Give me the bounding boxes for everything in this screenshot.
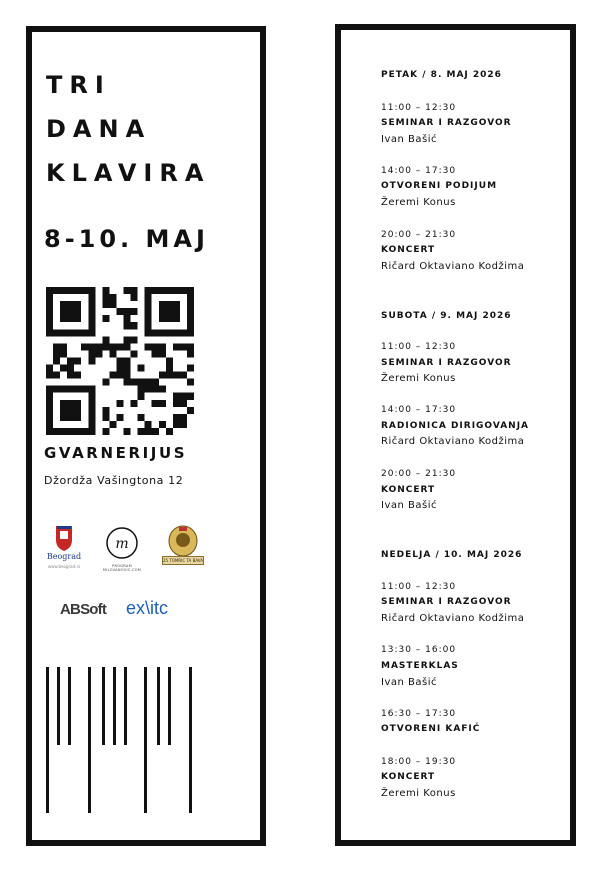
qr-module [166,315,173,322]
qr-module [60,343,67,350]
event-performer: Ričard Oktaviano Kodžima [381,436,525,447]
qr-module [116,400,123,407]
qr-module [180,287,187,294]
qr-module [173,308,180,315]
qr-module [46,322,53,329]
qr-module [60,287,67,294]
qr-module [67,372,74,379]
qr-module [145,301,152,308]
qr-module [166,357,173,364]
qr-module [187,379,194,386]
qr-module [46,428,53,435]
qr-module [180,372,187,379]
qr-module [60,315,67,322]
qr-module [159,287,166,294]
qr-module [131,350,138,357]
piano-key-line [46,667,49,813]
qr-module [60,386,67,393]
qr-module [166,365,173,372]
qr-module [102,336,109,343]
qr-module [60,407,67,414]
qr-module [88,329,95,336]
piano-key-line [113,667,116,745]
qr-module [159,386,166,393]
qr-module [145,428,152,435]
qr-module [81,343,88,350]
event-time: 11:00 – 12:30 [381,342,457,352]
qr-module [102,428,109,435]
qr-module [145,287,152,294]
qr-module [46,329,53,336]
qr-module [74,357,81,364]
qr-module [187,322,194,329]
qr-module [187,315,194,322]
qr-module [187,407,194,414]
qr-module [102,407,109,414]
qr-module [74,315,81,322]
event-time: 18:00 – 19:30 [381,757,457,767]
tavern-ribbon: 25 TOMRIC TA BAVA [163,558,204,563]
qr-module [116,343,123,350]
qr-module [46,407,53,414]
piano-key-line [189,667,192,813]
qr-module [152,287,159,294]
qr-module [109,421,116,428]
qr-module [166,428,173,435]
qr-module [60,414,67,421]
m-logo-letter: m [115,536,129,552]
title-line-2: DANA [46,115,152,143]
qr-module [173,400,180,407]
qr-module [102,379,109,386]
qr-module [53,372,60,379]
qr-module [53,329,60,336]
qr-module [173,301,180,308]
event-performer: Ivan Bašić [381,500,437,511]
event-performer: Ričard Oktaviano Kodžima [381,613,525,624]
event-name: KONCERT [381,772,436,782]
qr-module [102,287,109,294]
venue-name: GVARNERIJUS [44,444,188,462]
qr-module [88,294,95,301]
qr-module [173,414,180,421]
event-performer: Žeremi Konus [381,197,456,208]
title-line-3: KLAVIRA [46,159,211,187]
qr-module [60,428,67,435]
qr-module [152,428,159,435]
piano-key-line [102,667,105,745]
qr-module [124,336,131,343]
qr-module [152,379,159,386]
qr-module [67,287,74,294]
qr-module [159,350,166,357]
qr-module [166,372,173,379]
qr-module [145,421,152,428]
event-name: KONCERT [381,485,436,495]
qr-module [102,315,109,322]
qr-module [152,350,159,357]
qr-module [88,357,95,364]
qr-module [187,301,194,308]
qr-module [67,386,74,393]
qr-module [74,428,81,435]
qr-module [152,386,159,393]
qr-module [60,365,67,372]
qr-code[interactable] [46,287,194,435]
qr-module [109,350,116,357]
qr-module [180,400,187,407]
qr-module [67,301,74,308]
qr-module [74,414,81,421]
day-heading-subota: SUBOTA / 9. MAJ 2026 [381,311,512,321]
qr-module [187,294,194,301]
qr-module [180,393,187,400]
qr-module [88,407,95,414]
qr-module [88,428,95,435]
qr-module [88,343,95,350]
qr-module [187,329,194,336]
qr-module [102,343,109,350]
qr-module [67,308,74,315]
qr-module [46,294,53,301]
qr-module [109,372,116,379]
qr-module [173,287,180,294]
qr-module [124,308,131,315]
qr-module [53,428,60,435]
piano-key-line [57,667,60,745]
beograd-logo-text: Beograd [46,552,82,561]
qr-module [131,322,138,329]
qr-module [88,393,95,400]
qr-module [88,308,95,315]
qr-module [60,400,67,407]
qr-module [131,379,138,386]
qr-module [67,315,74,322]
qr-module [46,365,53,372]
qr-module [124,428,131,435]
qr-module [109,343,116,350]
qr-module [46,308,53,315]
qr-module [159,301,166,308]
qr-module [102,414,109,421]
qr-module [152,343,159,350]
qr-module [145,386,152,393]
qr-module [74,301,81,308]
tavern-logo [162,524,204,572]
qr-module [145,294,152,301]
qr-module [67,407,74,414]
qr-module [53,350,60,357]
event-time: 16:30 – 17:30 [381,709,457,719]
event-name: KONCERT [381,245,436,255]
qr-module [138,379,145,386]
event-name: SEMINAR I RAZGOVOR [381,358,512,368]
qr-module [159,315,166,322]
qr-module [88,301,95,308]
qr-module [124,343,131,350]
event-time: 11:00 – 12:30 [381,582,457,592]
qr-module [166,301,173,308]
event-performer: Ričard Oktaviano Kodžima [381,261,525,272]
piano-key-line [124,667,127,745]
qr-module [116,414,123,421]
event-performer: Ivan Bašić [381,677,437,688]
qr-module [173,421,180,428]
qr-module [124,357,131,364]
qr-module [67,428,74,435]
qr-module [145,315,152,322]
qr-module [166,308,173,315]
event-name: OTVORENI PODIJUM [381,181,498,191]
qr-module [46,301,53,308]
piano-key-line [144,667,147,813]
qr-module [74,329,81,336]
event-time: 13:30 – 16:00 [381,645,457,655]
qr-module [173,372,180,379]
event-name: SEMINAR I RAZGOVOR [381,597,512,607]
day-heading-petak: PETAK / 8. MAJ 2026 [381,70,502,80]
qr-module [81,386,88,393]
beograd-logo [44,524,84,574]
qr-module [67,365,74,372]
qr-module [180,343,187,350]
qr-module [138,386,145,393]
qr-module [53,287,60,294]
qr-module [67,400,74,407]
event-name: RADIONICA DIRIGOVANJA [381,421,530,431]
qr-module [81,287,88,294]
qr-module [173,343,180,350]
qr-module [60,329,67,336]
sponsor-logos-row-2 [60,598,220,622]
festival-dates: 8-10. MAJ [44,225,209,253]
qr-module [88,400,95,407]
qr-module [46,414,53,421]
title-line-1: TRI [46,71,111,99]
event-time: 11:00 – 12:30 [381,103,457,113]
exitc-logo: ex\itc [126,598,169,618]
qr-module [145,343,152,350]
qr-module [74,308,81,315]
qr-module [131,294,138,301]
qr-module [109,294,116,301]
qr-module [124,287,131,294]
tavern-crest-icon [162,524,204,558]
qr-module [46,315,53,322]
qr-module [152,400,159,407]
qr-module [124,365,131,372]
qr-module [46,372,53,379]
qr-module [180,421,187,428]
qr-module [159,329,166,336]
qr-module [124,379,131,386]
event-name: OTVORENI KAFIĆ [381,724,481,734]
qr-module [102,294,109,301]
qr-module [88,414,95,421]
qr-module [67,414,74,421]
qr-module [159,372,166,379]
qr-module [116,308,123,315]
piano-key-line [168,667,171,745]
qr-module [187,287,194,294]
event-performer: Ivan Bašić [381,134,437,145]
qr-module [138,393,145,400]
qr-module [124,322,131,329]
event-name: MASTERKLAS [381,661,459,671]
qr-module [138,365,145,372]
qr-module [74,287,81,294]
event-time: 20:00 – 21:30 [381,469,457,479]
qr-module [145,379,152,386]
qr-module [131,287,138,294]
schedule-panel [335,24,576,846]
qr-module [187,350,194,357]
qr-module [88,315,95,322]
event-time: 14:00 – 17:30 [381,405,457,415]
qr-module [53,386,60,393]
qr-module [53,343,60,350]
absoft-logo: ABSoft [60,601,107,618]
beograd-logo-url: www.beograd.rs [47,564,81,569]
qr-module [152,329,159,336]
event-name: SEMINAR I RAZGOVOR [381,118,512,128]
qr-module [159,400,166,407]
qr-module [81,428,88,435]
qr-module [173,329,180,336]
qr-module [88,350,95,357]
qr-module [124,372,131,379]
qr-module [102,301,109,308]
piano-key-line [157,667,160,745]
m-logo-url: PROGRAM MILOVANOVIC.COM [102,564,142,572]
qr-module [46,421,53,428]
qr-module [46,393,53,400]
qr-module [81,329,88,336]
qr-module [138,414,145,421]
sponsor-logos-row-1 [44,524,204,576]
qr-module [60,308,67,315]
qr-module [187,365,194,372]
qr-module [159,343,166,350]
event-time: 14:00 – 17:30 [381,166,457,176]
qr-module [116,372,123,379]
qr-module [159,308,166,315]
qr-module [145,329,152,336]
qr-module [131,308,138,315]
qr-module [166,287,173,294]
qr-module [173,315,180,322]
qr-module [88,386,95,393]
qr-module [180,414,187,421]
qr-module [138,428,145,435]
day-heading-nedelja: NEDELJA / 10. MAJ 2026 [381,550,523,560]
qr-module [88,421,95,428]
qr-module [46,287,53,294]
m-circle-icon [102,526,142,562]
qr-module [60,350,67,357]
qr-module [173,393,180,400]
m-circle-logo [102,526,142,572]
qr-module [88,322,95,329]
piano-key-line [88,667,91,813]
qr-module [46,386,53,393]
qr-module [159,421,166,428]
qr-module [74,400,81,407]
qr-module [145,322,152,329]
qr-module [116,365,123,372]
event-time: 20:00 – 21:30 [381,230,457,240]
qr-module [60,301,67,308]
qr-module [74,372,81,379]
qr-module [166,329,173,336]
piano-keys-graphic [44,665,192,813]
qr-module [131,400,138,407]
qr-module [124,315,131,322]
qr-module [46,400,53,407]
venue-address: Džordža Vašingtona 12 [44,474,184,487]
piano-key-line [68,667,71,745]
qr-module [88,287,95,294]
qr-module [53,357,60,364]
qr-module [187,343,194,350]
event-performer: Žeremi Konus [381,788,456,799]
event-performer: Žeremi Konus [381,373,456,384]
qr-module [116,357,123,364]
qr-module [145,308,152,315]
qr-module [67,357,74,364]
qr-module [109,301,116,308]
qr-module [74,407,81,414]
qr-module [131,336,138,343]
qr-module [187,393,194,400]
qr-module [67,329,74,336]
qr-module [95,343,102,350]
qr-module [95,350,102,357]
qr-module [180,329,187,336]
qr-module [187,308,194,315]
qr-module [74,386,81,393]
beograd-crest-icon [44,524,84,552]
